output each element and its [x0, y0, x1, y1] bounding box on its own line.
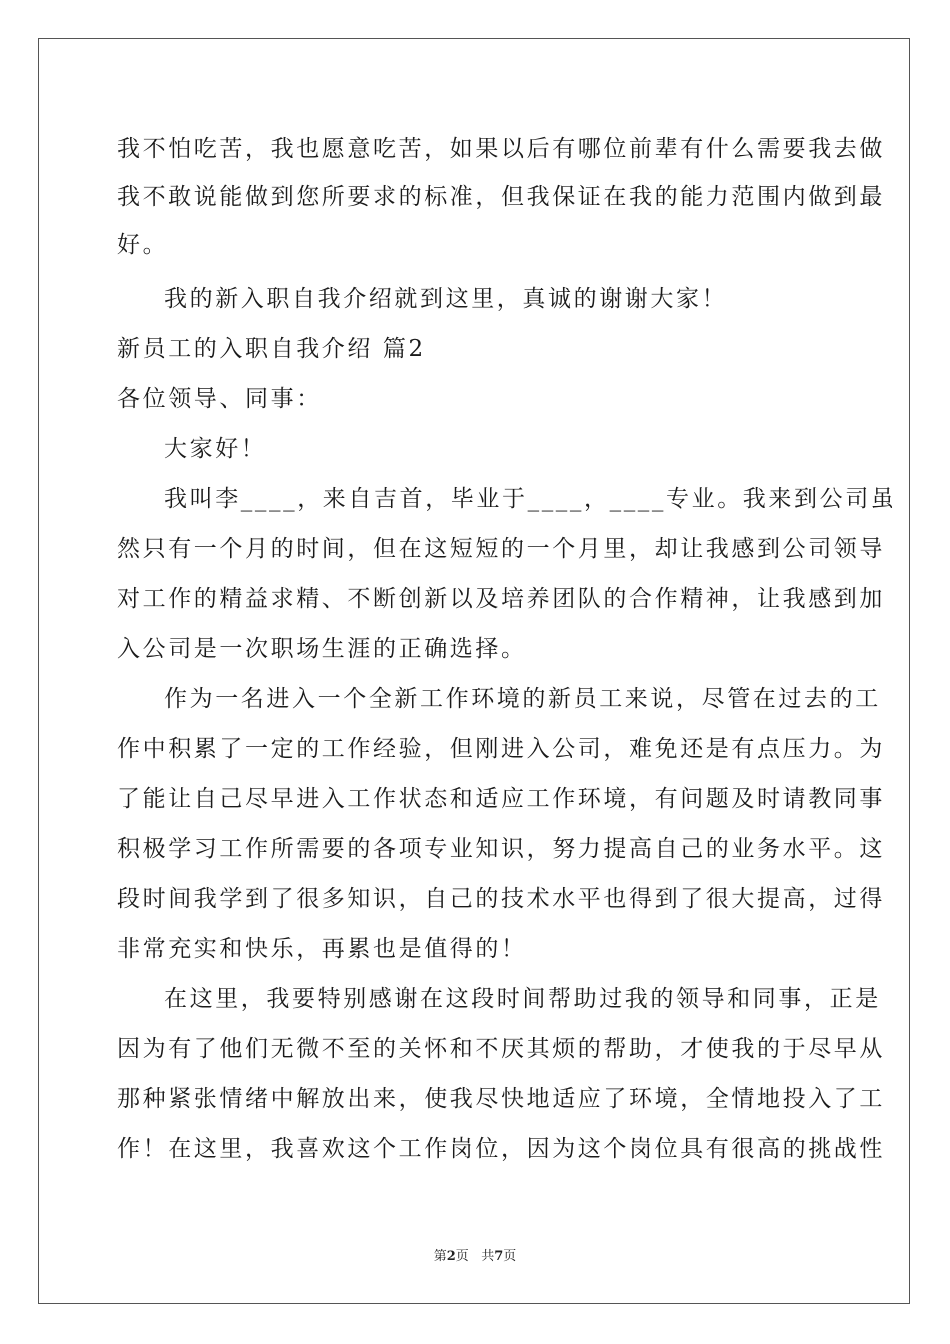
page-border [38, 38, 910, 1304]
text-line: 我不敢说能做到您所要求的标准，但我保证在我的能力范围内做到最 [117, 184, 885, 210]
page-number: 2 [446, 1249, 456, 1264]
section-heading: 新员工的入职自我介绍 篇2 [117, 336, 426, 362]
text-line: 了能让自己尽早进入工作状态和适应工作环境，有问题及时请教同事 [117, 786, 885, 812]
text-line: 我的新入职自我介绍就到这里，真诚的谢谢大家！ [164, 286, 728, 312]
text-line: 作！在这里，我喜欢这个工作岗位，因为这个岗位具有很高的挑战性 [117, 1136, 885, 1162]
page-footer [0, 1248, 950, 1266]
salutation: 各位领导、同事： [117, 386, 322, 412]
footer-page-suffix: 页 [455, 1249, 469, 1264]
text-line: 非常充实和快乐，再累也是值得的！ [117, 936, 527, 962]
text-line: 好。 [117, 232, 169, 258]
text-line: 段时间我学到了很多知识，自己的技术水平也得到了很大提高，过得 [117, 886, 885, 912]
total-pages: 7 [494, 1249, 504, 1264]
footer-total-prefix: 共 [481, 1249, 495, 1264]
text-line: 在这里，我要特别感谢在这段时间帮助过我的领导和同事，正是 [164, 986, 881, 1012]
text-line: 作为一名进入一个全新工作环境的新员工来说，尽管在过去的工 [164, 686, 881, 712]
text-line: 入公司是一次职场生涯的正确选择。 [117, 636, 527, 662]
text-line: 我不怕吃苦，我也愿意吃苦，如果以后有哪位前辈有什么需要我去做 [117, 136, 885, 162]
footer-total-suffix: 页 [503, 1249, 517, 1264]
text-line: 作中积累了一定的工作经验，但刚进入公司，难免还是有点压力。为 [117, 736, 885, 762]
greeting: 大家好！ [164, 436, 267, 462]
text-line: 因为有了他们无微不至的关怀和不厌其烦的帮助，才使我的于尽早从 [117, 1036, 885, 1062]
text-line: 对工作的精益求精、不断创新以及培养团队的合作精神，让我感到加 [117, 586, 885, 612]
text-line: 我叫李____，来自吉首，毕业于____，____专业。我来到公司虽 [164, 486, 897, 512]
text-line: 积极学习工作所需要的各项专业知识，努力提高自己的业务水平。这 [117, 836, 885, 862]
text-line: 然只有一个月的时间，但在这短短的一个月里，却让我感到公司领导 [117, 536, 885, 562]
footer-prefix: 第 [433, 1249, 447, 1264]
text-line: 那种紧张情绪中解放出来，使我尽快地适应了环境，全情地投入了工 [117, 1086, 885, 1112]
